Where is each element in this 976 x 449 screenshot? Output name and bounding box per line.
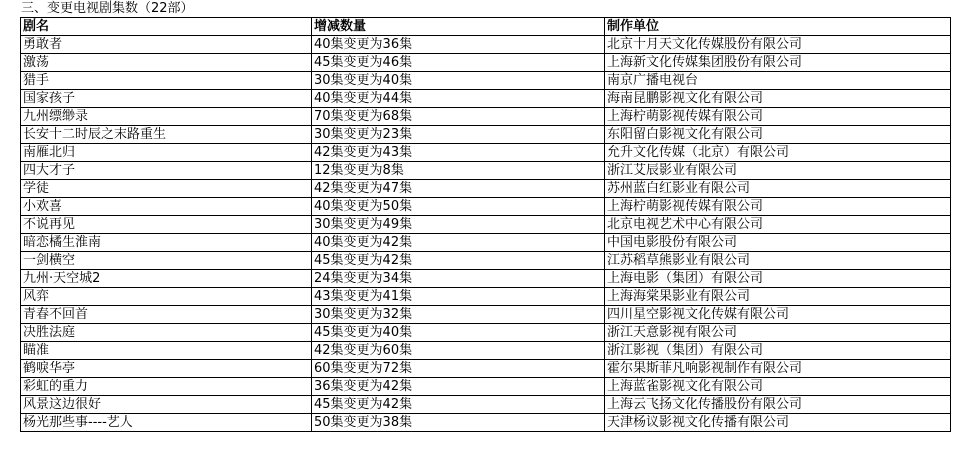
cell-episode-change: 40集变更为44集: [312, 90, 605, 108]
table-row: [21, 180, 951, 198]
section-title: 三、变更电视剧集数（22部）: [21, 1, 194, 16]
episode-change-table: [20, 17, 951, 432]
cell-producer: 上海蓝雀影视文化有限公司: [605, 378, 951, 396]
table-row: [21, 162, 951, 180]
table-row: [21, 342, 951, 360]
table-row: [21, 396, 951, 414]
table-row: [21, 90, 951, 108]
cell-title: 南雁北归: [21, 144, 312, 162]
cell-episode-change: 30集变更为40集: [312, 72, 605, 90]
cell-title: 彩虹的重力: [21, 378, 312, 396]
cell-title: 杨光那些事----艺人: [21, 414, 312, 432]
cell-producer: 浙江艾辰影业有限公司: [605, 162, 951, 180]
cell-producer: 霍尔果斯菲凡响影视制作有限公司: [605, 360, 951, 378]
table-row: [21, 360, 951, 378]
table-row: [21, 108, 951, 126]
cell-episode-change: 36集变更为42集: [312, 378, 605, 396]
cell-episode-change: 30集变更为23集: [312, 126, 605, 144]
cell-producer: 上海新文化传媒集团股份有限公司: [605, 54, 951, 72]
table-row: [21, 144, 951, 162]
cell-title: 长安十二时辰之末路重生: [21, 126, 312, 144]
table-row: [21, 198, 951, 216]
table-row: [21, 378, 951, 396]
cell-episode-change: 40集变更为42集: [312, 234, 605, 252]
table-row: [21, 72, 951, 90]
cell-title: 一剑横空: [21, 252, 312, 270]
cell-episode-change: 43集变更为41集: [312, 288, 605, 306]
cell-title: 暗恋橘生淮南: [21, 234, 312, 252]
table-header-row: [21, 18, 951, 36]
cell-title: 鹤唳华亭: [21, 360, 312, 378]
cell-title: 决胜法庭: [21, 324, 312, 342]
cell-episode-change: 45集变更为42集: [312, 396, 605, 414]
table-row: [21, 270, 951, 288]
cell-producer: 北京十月天文化传媒股份有限公司: [605, 36, 951, 54]
cell-episode-change: 30集变更为49集: [312, 216, 605, 234]
cell-producer: 上海柠萌影视传媒有限公司: [605, 108, 951, 126]
cutoff-paragraph: [21, 442, 951, 449]
cell-producer: 海南昆鹏影视文化有限公司: [605, 90, 951, 108]
cell-producer: 江苏稻草熊影业有限公司: [605, 252, 951, 270]
cell-title: 九州·天空城2: [21, 270, 312, 288]
cell-producer: 浙江影视（集团）有限公司: [605, 342, 951, 360]
cell-producer: 天津杨议影视文化传播有限公司: [605, 414, 951, 432]
cell-title: 小欢喜: [21, 198, 312, 216]
cell-episode-change: 45集变更为46集: [312, 54, 605, 72]
cell-title: 四大才子: [21, 162, 312, 180]
cell-title: 九州缥缈录: [21, 108, 312, 126]
cell-title: 国家孩子: [21, 90, 312, 108]
table-row: [21, 234, 951, 252]
cell-episode-change: 12集变更为8集: [312, 162, 605, 180]
cell-producer: 东阳留白影视文化有限公司: [605, 126, 951, 144]
table-row: [21, 216, 951, 234]
cell-episode-change: 30集变更为32集: [312, 306, 605, 324]
table-row: [21, 54, 951, 72]
cell-producer: 北京电视艺术中心有限公司: [605, 216, 951, 234]
table-row: [21, 126, 951, 144]
cell-producer: 四川星空影视文化传媒有限公司: [605, 306, 951, 324]
cell-episode-change: 50集变更为38集: [312, 414, 605, 432]
cell-episode-change: 42集变更为43集: [312, 144, 605, 162]
cell-producer: 苏州蓝白红影业有限公司: [605, 180, 951, 198]
cell-title: 风景这边很好: [21, 396, 312, 414]
table-row: [21, 288, 951, 306]
cell-episode-change: 42集变更为47集: [312, 180, 605, 198]
cell-producer: 允升文化传媒（北京）有限公司: [605, 144, 951, 162]
cell-episode-change: 45集变更为40集: [312, 324, 605, 342]
cell-episode-change: 40集变更为36集: [312, 36, 605, 54]
cell-producer: 南京广播电视台: [605, 72, 951, 90]
cell-producer: 上海云飞扬文化传播股份有限公司: [605, 396, 951, 414]
cell-title: 不说再见: [21, 216, 312, 234]
column-header-producer: 制作单位: [605, 18, 951, 36]
cell-producer: 上海柠萌影视传媒有限公司: [605, 198, 951, 216]
cell-producer: 浙江天意影视有限公司: [605, 324, 951, 342]
cell-title: 瞄准: [21, 342, 312, 360]
cell-producer: 上海海棠果影业有限公司: [605, 288, 951, 306]
cell-producer: 中国电影股份有限公司: [605, 234, 951, 252]
column-header-change: 增减数量: [312, 18, 605, 36]
cell-episode-change: 40集变更为50集: [312, 198, 605, 216]
table-row: [21, 414, 951, 432]
column-header-title: 剧名: [21, 18, 312, 36]
cell-episode-change: 60集变更为72集: [312, 360, 605, 378]
cell-title: 勇敢者: [21, 36, 312, 54]
cell-episode-change: 24集变更为34集: [312, 270, 605, 288]
table-row: [21, 36, 951, 54]
cell-episode-change: 45集变更为42集: [312, 252, 605, 270]
cell-producer: 上海电影（集团）有限公司: [605, 270, 951, 288]
cell-title: 激荡: [21, 54, 312, 72]
cell-title: 风弈: [21, 288, 312, 306]
table-row: [21, 324, 951, 342]
cell-title: 青春不回首: [21, 306, 312, 324]
cell-episode-change: 42集变更为60集: [312, 342, 605, 360]
cell-title: 学徒: [21, 180, 312, 198]
cell-title: 猎手: [21, 72, 312, 90]
cell-episode-change: 70集变更为68集: [312, 108, 605, 126]
table-row: [21, 252, 951, 270]
table-row: [21, 306, 951, 324]
